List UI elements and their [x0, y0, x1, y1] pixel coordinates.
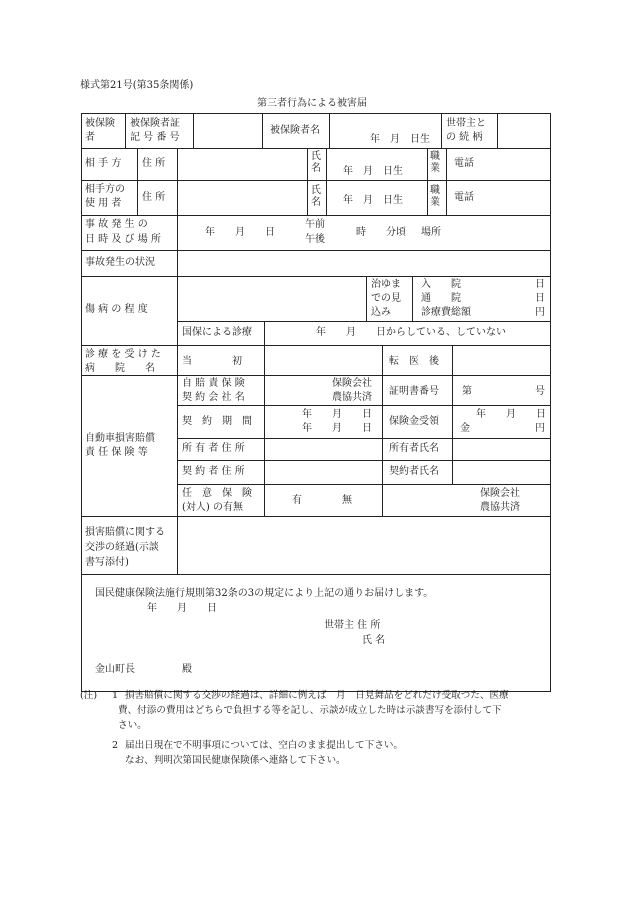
insured-birth: 年 月 日生 [370, 134, 430, 145]
head-name-label: 氏 名 [362, 635, 386, 646]
declaration-text: 国民健康保険法施行規則第32条の3の規定により上記の通りお届けします。 [95, 588, 434, 599]
note-1: 損害賠償に関する交渉の経過は、詳細に例えば 月 日見舞品をどれだけ受取つた、医療 [125, 690, 509, 701]
notes-prefix: (注) [80, 690, 98, 701]
head-address-label: 世帯主 住 所 [324, 620, 381, 631]
party-label: 相 手 方 [85, 158, 122, 169]
addressee: 金山町長 [95, 664, 135, 675]
insured-name-label: 被保険者名 [270, 125, 320, 136]
situation-label: 事故発生の状況 [85, 257, 155, 268]
head-relation-label: 世帯主と [446, 118, 486, 129]
hospital-label: 診 療 を 受 け た [85, 349, 161, 360]
note-2: 届出日現在で不明事項については、空白のまま提出して下さい。 [125, 740, 404, 751]
insured-label: 被保険 [85, 118, 115, 129]
declaration-date: 年 月 日 [147, 603, 217, 614]
nhi-label: 国保による診療 [182, 327, 252, 338]
insured-cert-label: 被保険者証 [130, 118, 180, 129]
form-title: 第三者行為による被害届 [257, 98, 367, 109]
form-number: 様式第21号(第35条関係) [80, 80, 194, 91]
liability-label: 自動車損害賠償 [85, 433, 155, 444]
accident-time-label: 事 故 発 生 の [85, 219, 148, 230]
negotiation-label: 損害賠償に関する [85, 527, 165, 538]
employer-label: 相手方の [85, 184, 125, 195]
injury-label: 傷 病 の 程 度 [85, 304, 148, 315]
